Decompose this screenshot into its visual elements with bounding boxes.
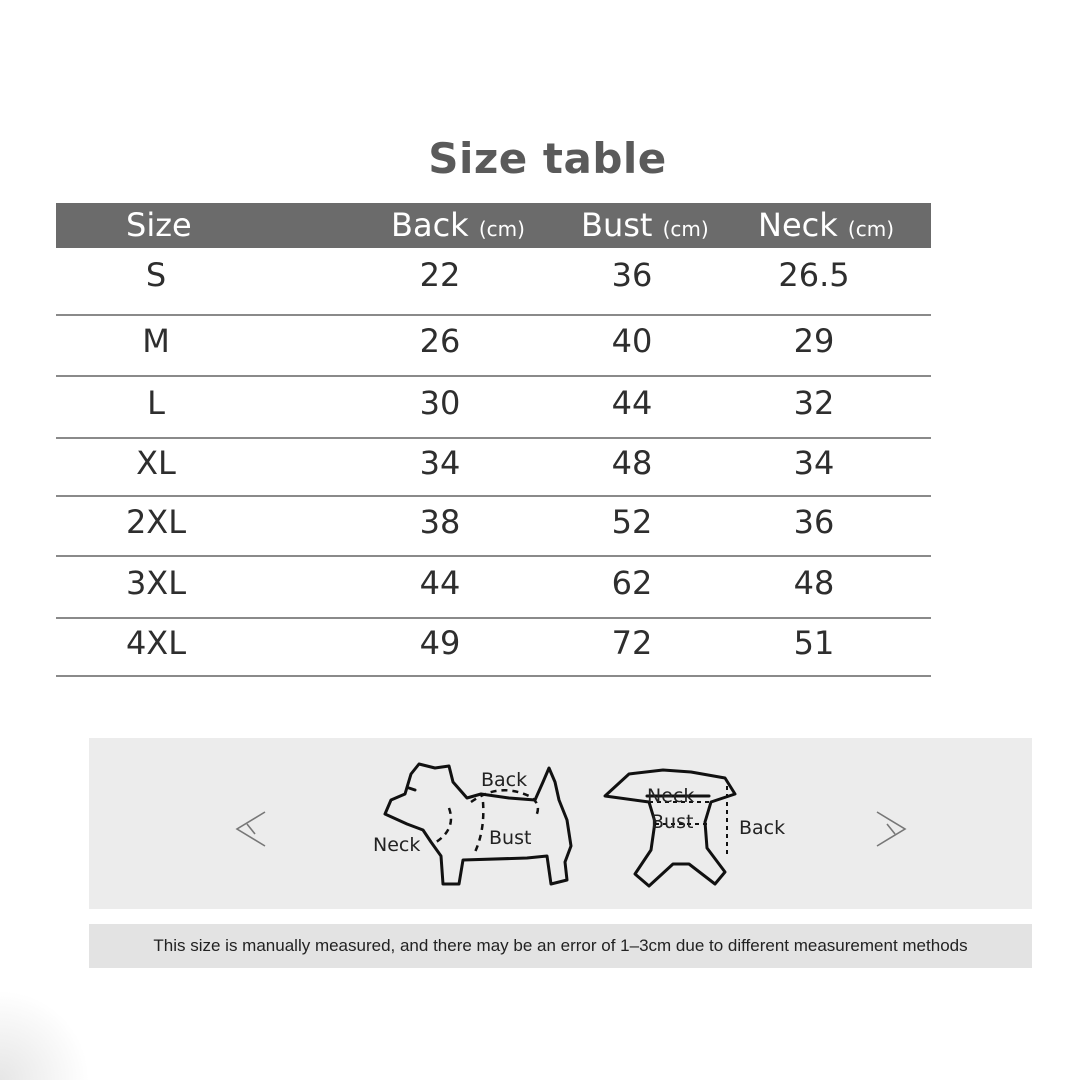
dog-outline-icon [385,764,571,884]
header-bust-label: Bust [581,206,653,244]
table-row [56,377,931,439]
dog-neck-label: Neck [373,834,421,856]
table-row [56,248,931,316]
header-neck-unit: (cm) [847,217,895,241]
chevron-left-icon [237,812,265,846]
cell-bust: 40 [611,322,653,360]
cell-bust: 44 [611,384,653,422]
header-bust-unit: (cm) [662,217,709,241]
table-row [56,316,931,377]
garment-neck-label: Neck [647,785,695,807]
dog-bust-label: Bust [489,827,532,849]
cell-neck: 34 [793,444,835,482]
cell-size: 4XL [125,624,187,662]
note-panel [89,924,1032,968]
header-back [391,203,525,248]
cell-size: M [142,322,170,360]
dog-back-label: Back [481,769,528,791]
header-size-label: Size [126,206,192,244]
table-row [56,497,931,557]
cell-bust: 36 [611,256,653,294]
cell-neck: 48 [793,564,835,602]
cell-neck: 32 [793,384,835,422]
table-row [56,439,931,497]
table-row [56,619,931,677]
cell-bust: 52 [611,503,653,541]
cell-neck: 29 [793,322,835,360]
cell-back: 34 [419,444,461,482]
cell-back: 22 [419,256,461,294]
cell-bust: 62 [611,564,653,602]
table-row [56,557,931,619]
table-header [56,203,931,248]
cell-back: 30 [419,384,461,422]
page-title: Size table [428,134,667,183]
garment-back-label: Back [739,817,786,839]
diagram-svg [89,738,1032,909]
cell-size: 2XL [125,503,187,541]
measurement-diagram [89,738,1032,909]
cell-neck: 26.5 [778,256,850,294]
table-body [56,248,931,677]
cell-neck: 36 [793,503,835,541]
header-size [126,203,192,248]
cell-size: S [145,256,167,294]
cell-size: XL [136,444,176,482]
measurement-note: This size is manually measured, and there may be an error of 1–3cm due to different measurement methods [153,936,968,955]
cell-bust: 72 [611,624,653,662]
garment-bust-label: Bust [651,811,694,833]
cell-back: 49 [419,624,461,662]
cell-back: 44 [419,564,461,602]
cell-neck: 51 [793,624,835,662]
cell-back: 38 [419,503,461,541]
size-table [56,203,931,677]
header-back-label: Back [391,206,469,244]
header-back-unit: (cm) [478,217,525,241]
cell-size: 3XL [125,564,187,602]
chevron-right-icon [877,812,905,846]
cell-back: 26 [419,322,461,360]
header-neck-label: Neck [758,206,838,244]
cell-size: L [147,384,165,422]
cell-bust: 48 [611,444,653,482]
header-neck [758,203,894,248]
header-bust [581,203,709,248]
corner-shade [0,990,90,1080]
